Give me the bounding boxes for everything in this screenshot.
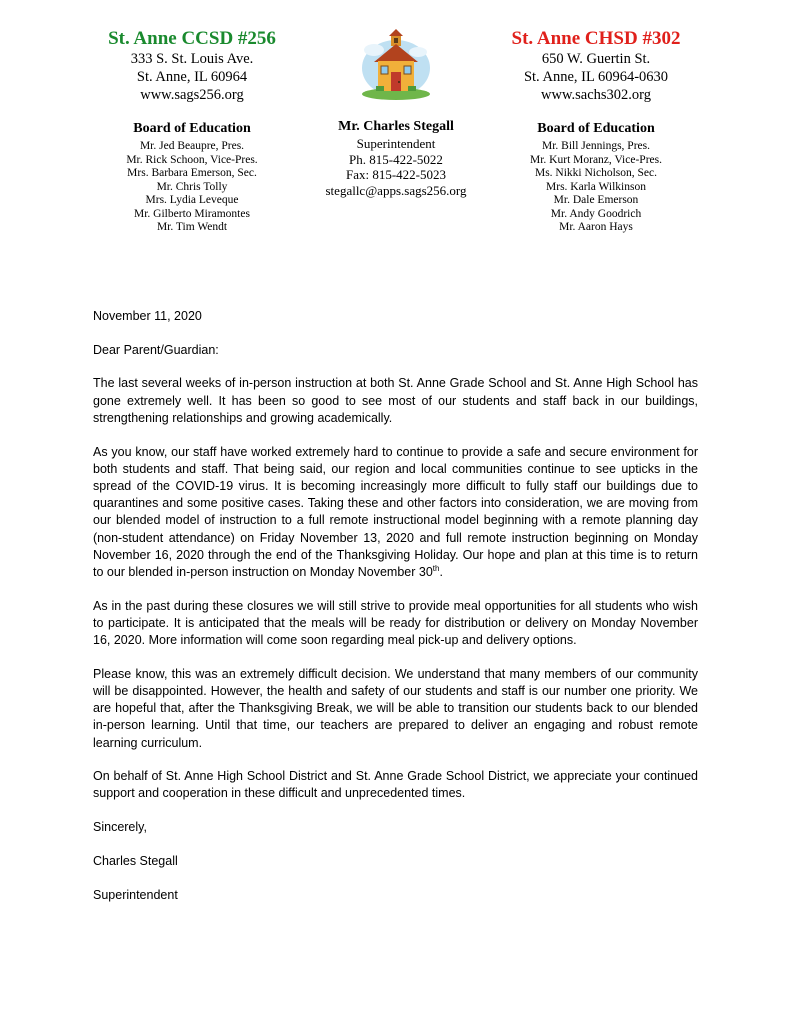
superintendent-block xyxy=(296,118,496,198)
left-board-member: Mr. Chris Tolly xyxy=(156,180,228,193)
left-board-title: Board of Education xyxy=(133,121,251,136)
superintendent-email[interactable]: stegallc@apps.sags256.org xyxy=(325,182,467,198)
right-board-member: Mrs. Karla Wilkinson xyxy=(546,180,646,193)
letter-paragraph-2 xyxy=(93,444,698,582)
superintendent-title: Superintendent xyxy=(356,136,436,151)
right-district-address-line2: St. Anne, IL 60964-0630 xyxy=(523,69,669,85)
left-board-member: Mr. Gilberto Miramontes xyxy=(134,207,250,220)
right-board-member: Mr. Bill Jennings, Pres. xyxy=(542,140,650,152)
left-board-member: Mrs. Barbara Emerson, Sec. xyxy=(127,167,257,179)
right-board-member: Mr. Aaron Hays xyxy=(559,221,633,233)
right-district-website[interactable]: www.sachs302.org xyxy=(541,87,651,103)
left-district-header xyxy=(92,28,292,235)
right-district-name: St. Anne CHSD #302 xyxy=(511,28,681,49)
left-board-member: Mr. Tim Wendt xyxy=(156,221,228,233)
letter-date: November 11, 2020 xyxy=(93,309,202,323)
letter-body xyxy=(93,308,698,920)
right-board-member: Ms. Nikki Nicholson, Sec. xyxy=(534,167,658,179)
superintendent-phone: Ph. 815-422-5022 xyxy=(349,151,443,167)
right-board-member: Mr. Dale Emerson xyxy=(553,194,639,206)
letter-paragraph-2-end: . xyxy=(439,564,443,579)
right-district-address-line1: 650 W. Guertin St. xyxy=(541,51,651,67)
right-district-header xyxy=(496,28,696,235)
letter-paragraph-3: As in the past during these closures we will still strive to provide meal opportunities for all students who wish to participate. It is anticipated that the meals will be ready for distribution or delivery on Monday November 16, 2020. More information will come soon regarding meal pick-up and delivery options. xyxy=(93,598,698,648)
schoolhouse-icon xyxy=(360,28,432,100)
left-district-address-line2: St. Anne, IL 60964 xyxy=(136,69,248,85)
letter-salutation: Dear Parent/Guardian: xyxy=(93,342,219,357)
letter-paragraph-5: On behalf of St. Anne High School District and St. Anne Grade School District, we appreciate your continued support and cooperation in these difficult and unprecedented times. xyxy=(93,769,698,801)
left-board-list xyxy=(92,140,292,235)
letter-closing: Sincerely, xyxy=(93,820,147,835)
superintendent-fax: Fax: 815-422-5023 xyxy=(345,167,447,182)
right-board-member: Mr. Andy Goodrich xyxy=(550,207,642,220)
left-board-member: Mr. Jed Beaupre, Pres. xyxy=(139,140,245,152)
left-board-member: Mrs. Lydia Leveque xyxy=(145,194,239,206)
left-board-member: Mr. Rick Schoon, Vice-Pres. xyxy=(126,153,258,166)
superintendent-name: Mr. Charles Stegall xyxy=(338,119,454,134)
left-district-name: St. Anne CCSD #256 xyxy=(108,28,276,49)
right-board-member: Mr. Kurt Moranz, Vice-Pres. xyxy=(530,153,662,166)
ordinal-suffix: th xyxy=(432,563,440,573)
right-board-title: Board of Education xyxy=(537,121,655,136)
signer-name: Charles Stegall xyxy=(93,853,178,868)
right-board-list xyxy=(496,140,696,235)
left-district-address-line1: 333 S. St. Louis Ave. xyxy=(130,51,254,67)
left-district-website[interactable]: www.sags256.org xyxy=(140,87,244,103)
letter-paragraph-2-text: As you know, our staff have worked extremely hard to continue to provide a safe and secure environment for both students and staff. That being said, our region and local communities continue to see upticks in the spread of the COVID-19 virus. It is becoming increasingly more difficult to fully staff our buildings due to quarantines and some positive cases. Taking these and other factors into consideration, we are moving from our blended model of instruction to a full remote instructional model beginning with a remote planning day (non-student attendance) on Friday November 13, 2020 and full remote instruction beginning on Monday November 16, 2020 through the end of the Thanksgiving Holiday. Our hope and plan at this time is to return to our blended in-person instruction on Monday November 30 xyxy=(93,444,698,579)
letter-paragraph-4: Please know, this was an extremely difficult decision. We understand that many members of our community will be disappointed. However, the health and safety of our students and staff is our number one priority. We are hopeful that, after the Thanksgiving Break, we will be able to transition our students back to our blended in-person learning. Until that time, our teachers are prepared to deliver an engaging and robust remote learning curriculum. xyxy=(93,666,698,750)
signer-title: Superintendent xyxy=(93,887,178,902)
letter-paragraph-1: The last several weeks of in-person instruction at both St. Anne Grade School and St. Anne High School has gone extremely well. It has been so good to see most of our students and staff back in our buildings, strengthening relationships and growing academically. xyxy=(93,376,698,425)
